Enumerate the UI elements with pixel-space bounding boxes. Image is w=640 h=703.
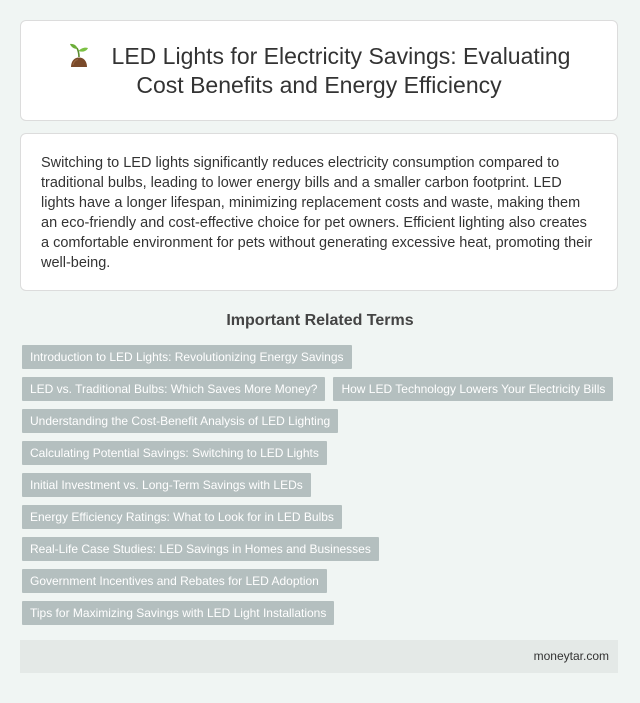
term-row: [22, 601, 622, 633]
related-terms-heading: Important Related Terms: [226, 312, 414, 329]
term-row: [22, 409, 622, 441]
term-tag[interactable]: Understanding the Cost-Benefit Analysis of LED Lighting: [22, 409, 338, 433]
term-tag[interactable]: Introduction to LED Lights: Revolutionizing Energy Savings: [22, 345, 352, 369]
page-title-text: LED Lights for Electricity Savings: Evaluating Cost Benefits and Energy Efficiency: [111, 42, 571, 98]
term-row: [22, 505, 622, 537]
term-row: [22, 537, 622, 569]
term-tag[interactable]: Real-Life Case Studies: LED Savings in Homes and Businesses: [22, 537, 379, 561]
description-text: Switching to LED lights significantly reduces electricity consumption compared to traditional bulbs, leading to lower energy bills and a smaller carbon footprint. LED lights have a longer lifespan, minimizing replacement costs and waste, making them an eco-friendly and cost-effective choice for pet owners. Efficient lighting also creates a comfortable environment for pets without generating excessive heat, promoting their well-being.: [41, 155, 593, 271]
header-card: [20, 20, 618, 121]
term-tag[interactable]: Government Incentives and Rebates for LED Adoption: [22, 569, 327, 593]
term-row: [22, 569, 622, 601]
footer-site-link[interactable]: moneytar.com: [533, 649, 609, 663]
term-tag[interactable]: LED vs. Traditional Bulbs: Which Saves More Money?: [22, 377, 325, 401]
term-tag[interactable]: How LED Technology Lowers Your Electricity Bills: [333, 377, 613, 401]
footer: [20, 640, 618, 673]
page-title: [51, 42, 587, 100]
sprout-icon: [68, 43, 90, 67]
term-row: [22, 441, 622, 473]
term-row: [22, 377, 622, 409]
related-terms-list: [22, 345, 622, 633]
term-row: [22, 473, 622, 505]
term-tag[interactable]: Initial Investment vs. Long-Term Savings with LEDs: [22, 473, 311, 497]
description-card: [20, 133, 618, 291]
term-tag[interactable]: Energy Efficiency Ratings: What to Look for in LED Bulbs: [22, 505, 342, 529]
header-inner: [21, 21, 617, 120]
term-row: [22, 345, 622, 377]
term-tag[interactable]: Calculating Potential Savings: Switching to LED Lights: [22, 441, 327, 465]
term-tag[interactable]: Tips for Maximizing Savings with LED Light Installations: [22, 601, 334, 625]
